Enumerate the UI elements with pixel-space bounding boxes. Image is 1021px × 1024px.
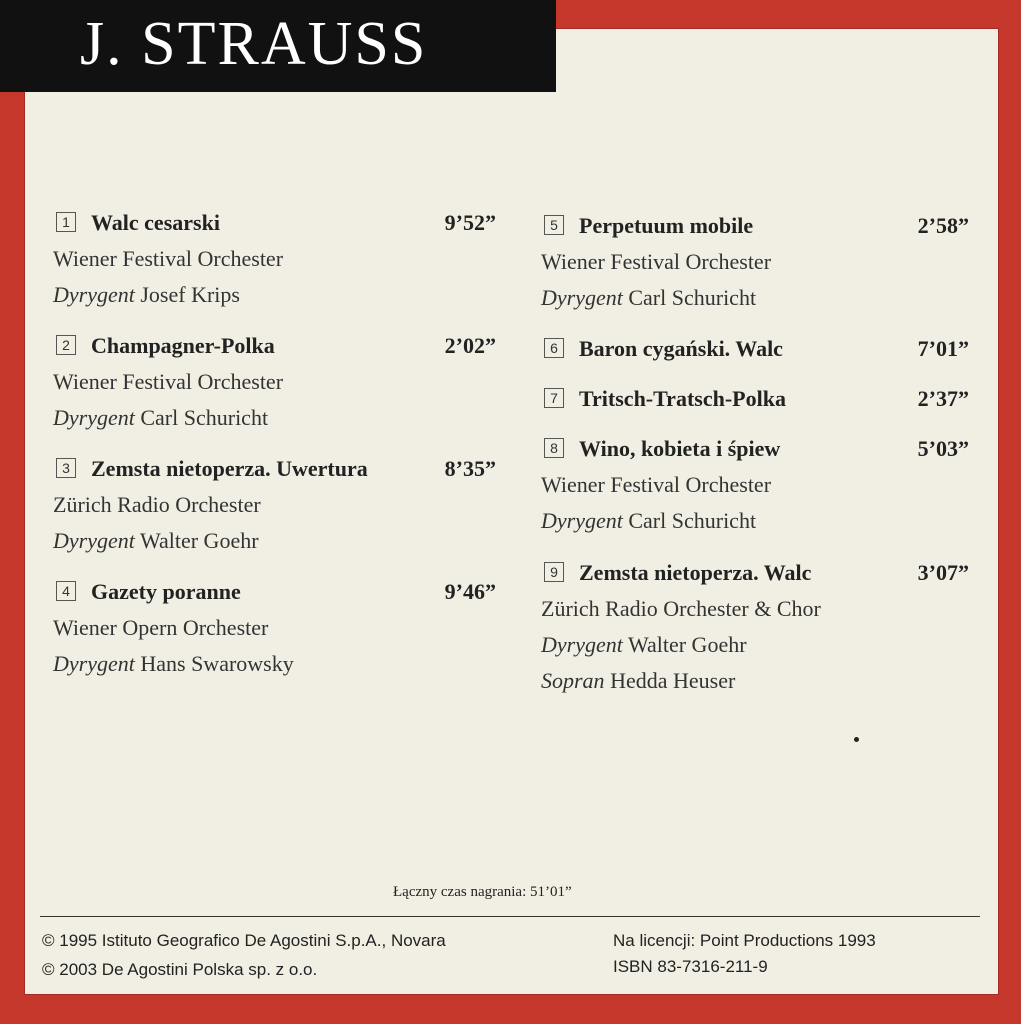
track-number: 9 (544, 562, 564, 582)
track-duration: 9’46” (444, 579, 496, 604)
track-9 (541, 560, 969, 693)
track-orchestra: Zürich Radio Orchester (53, 492, 261, 517)
track-title: Zemsta nietoperza. Uwertura (91, 456, 368, 481)
license-line: Na licencji: Point Productions 1993 (613, 931, 876, 950)
track-title: Tritsch-Tratsch-Polka (579, 386, 786, 411)
copyright-line-2: © 2003 De Agostini Polska sp. z o.o. (42, 960, 318, 979)
copyright-line-1: © 1995 Istituto Geografico De Agostini S.p.A., Novara (42, 931, 446, 950)
track-2 (53, 333, 496, 430)
track-7 (544, 386, 969, 416)
track-number: 1 (56, 212, 76, 232)
track-orchestra: Zürich Radio Orchester & Chor (541, 596, 821, 621)
track-title: Baron cygański. Walc (579, 336, 783, 361)
track-orchestra: Wiener Festival Orchester (53, 246, 284, 271)
track-number: 7 (544, 388, 564, 408)
track-duration: 5’03” (917, 436, 969, 461)
track-title: Perpetuum mobile (579, 213, 754, 238)
track-duration: 7’01” (917, 336, 969, 361)
title-bar (0, 0, 556, 92)
track-3 (53, 456, 496, 553)
track-conductor: Dyrygent Hans Swarowsky (53, 651, 294, 676)
track-duration: 2’37” (917, 386, 969, 411)
print-speck (854, 737, 859, 742)
track-conductor: Dyrygent Carl Schuricht (541, 285, 757, 310)
track-conductor: Dyrygent Walter Goehr (541, 632, 747, 657)
track-1 (53, 210, 496, 307)
track-8 (541, 436, 969, 533)
track-orchestra: Wiener Festival Orchester (541, 249, 772, 274)
track-number: 3 (56, 458, 76, 478)
track-6 (544, 336, 969, 366)
footer-divider (40, 916, 980, 917)
track-number: 8 (544, 438, 564, 458)
track-title: Champagner-Polka (91, 333, 275, 358)
track-conductor: Dyrygent Josef Krips (53, 282, 240, 307)
track-orchestra: Wiener Festival Orchester (541, 472, 772, 497)
track-duration: 2’58” (917, 213, 969, 238)
track-title: Walc cesarski (91, 210, 220, 235)
track-4 (53, 579, 496, 676)
track-orchestra: Wiener Opern Orchester (53, 615, 269, 640)
track-number: 6 (544, 338, 564, 358)
track-duration: 9’52” (444, 210, 496, 235)
track-duration: 2’02” (444, 333, 496, 358)
album-title: J. STRAUSS (80, 10, 428, 78)
isbn-line: ISBN 83-7316-211-9 (613, 957, 768, 976)
track-title: Gazety poranne (91, 579, 241, 604)
track-orchestra: Wiener Festival Orchester (53, 369, 284, 394)
track-duration: 3’07” (917, 560, 969, 585)
track-number: 2 (56, 335, 76, 355)
track-conductor: Dyrygent Walter Goehr (53, 528, 259, 553)
track-title: Zemsta nietoperza. Walc (579, 560, 812, 585)
track-5 (541, 213, 969, 310)
track-conductor: Dyrygent Carl Schuricht (53, 405, 269, 430)
track-title: Wino, kobieta i śpiew (579, 436, 781, 461)
total-playing-time: Łączny czas nagrania: 51’01” (393, 884, 572, 900)
track-soloist: Sopran Hedda Heuser (541, 668, 736, 693)
track-number: 4 (56, 581, 76, 601)
track-conductor: Dyrygent Carl Schuricht (541, 508, 757, 533)
track-number: 5 (544, 215, 564, 235)
track-duration: 8’35” (444, 456, 496, 481)
